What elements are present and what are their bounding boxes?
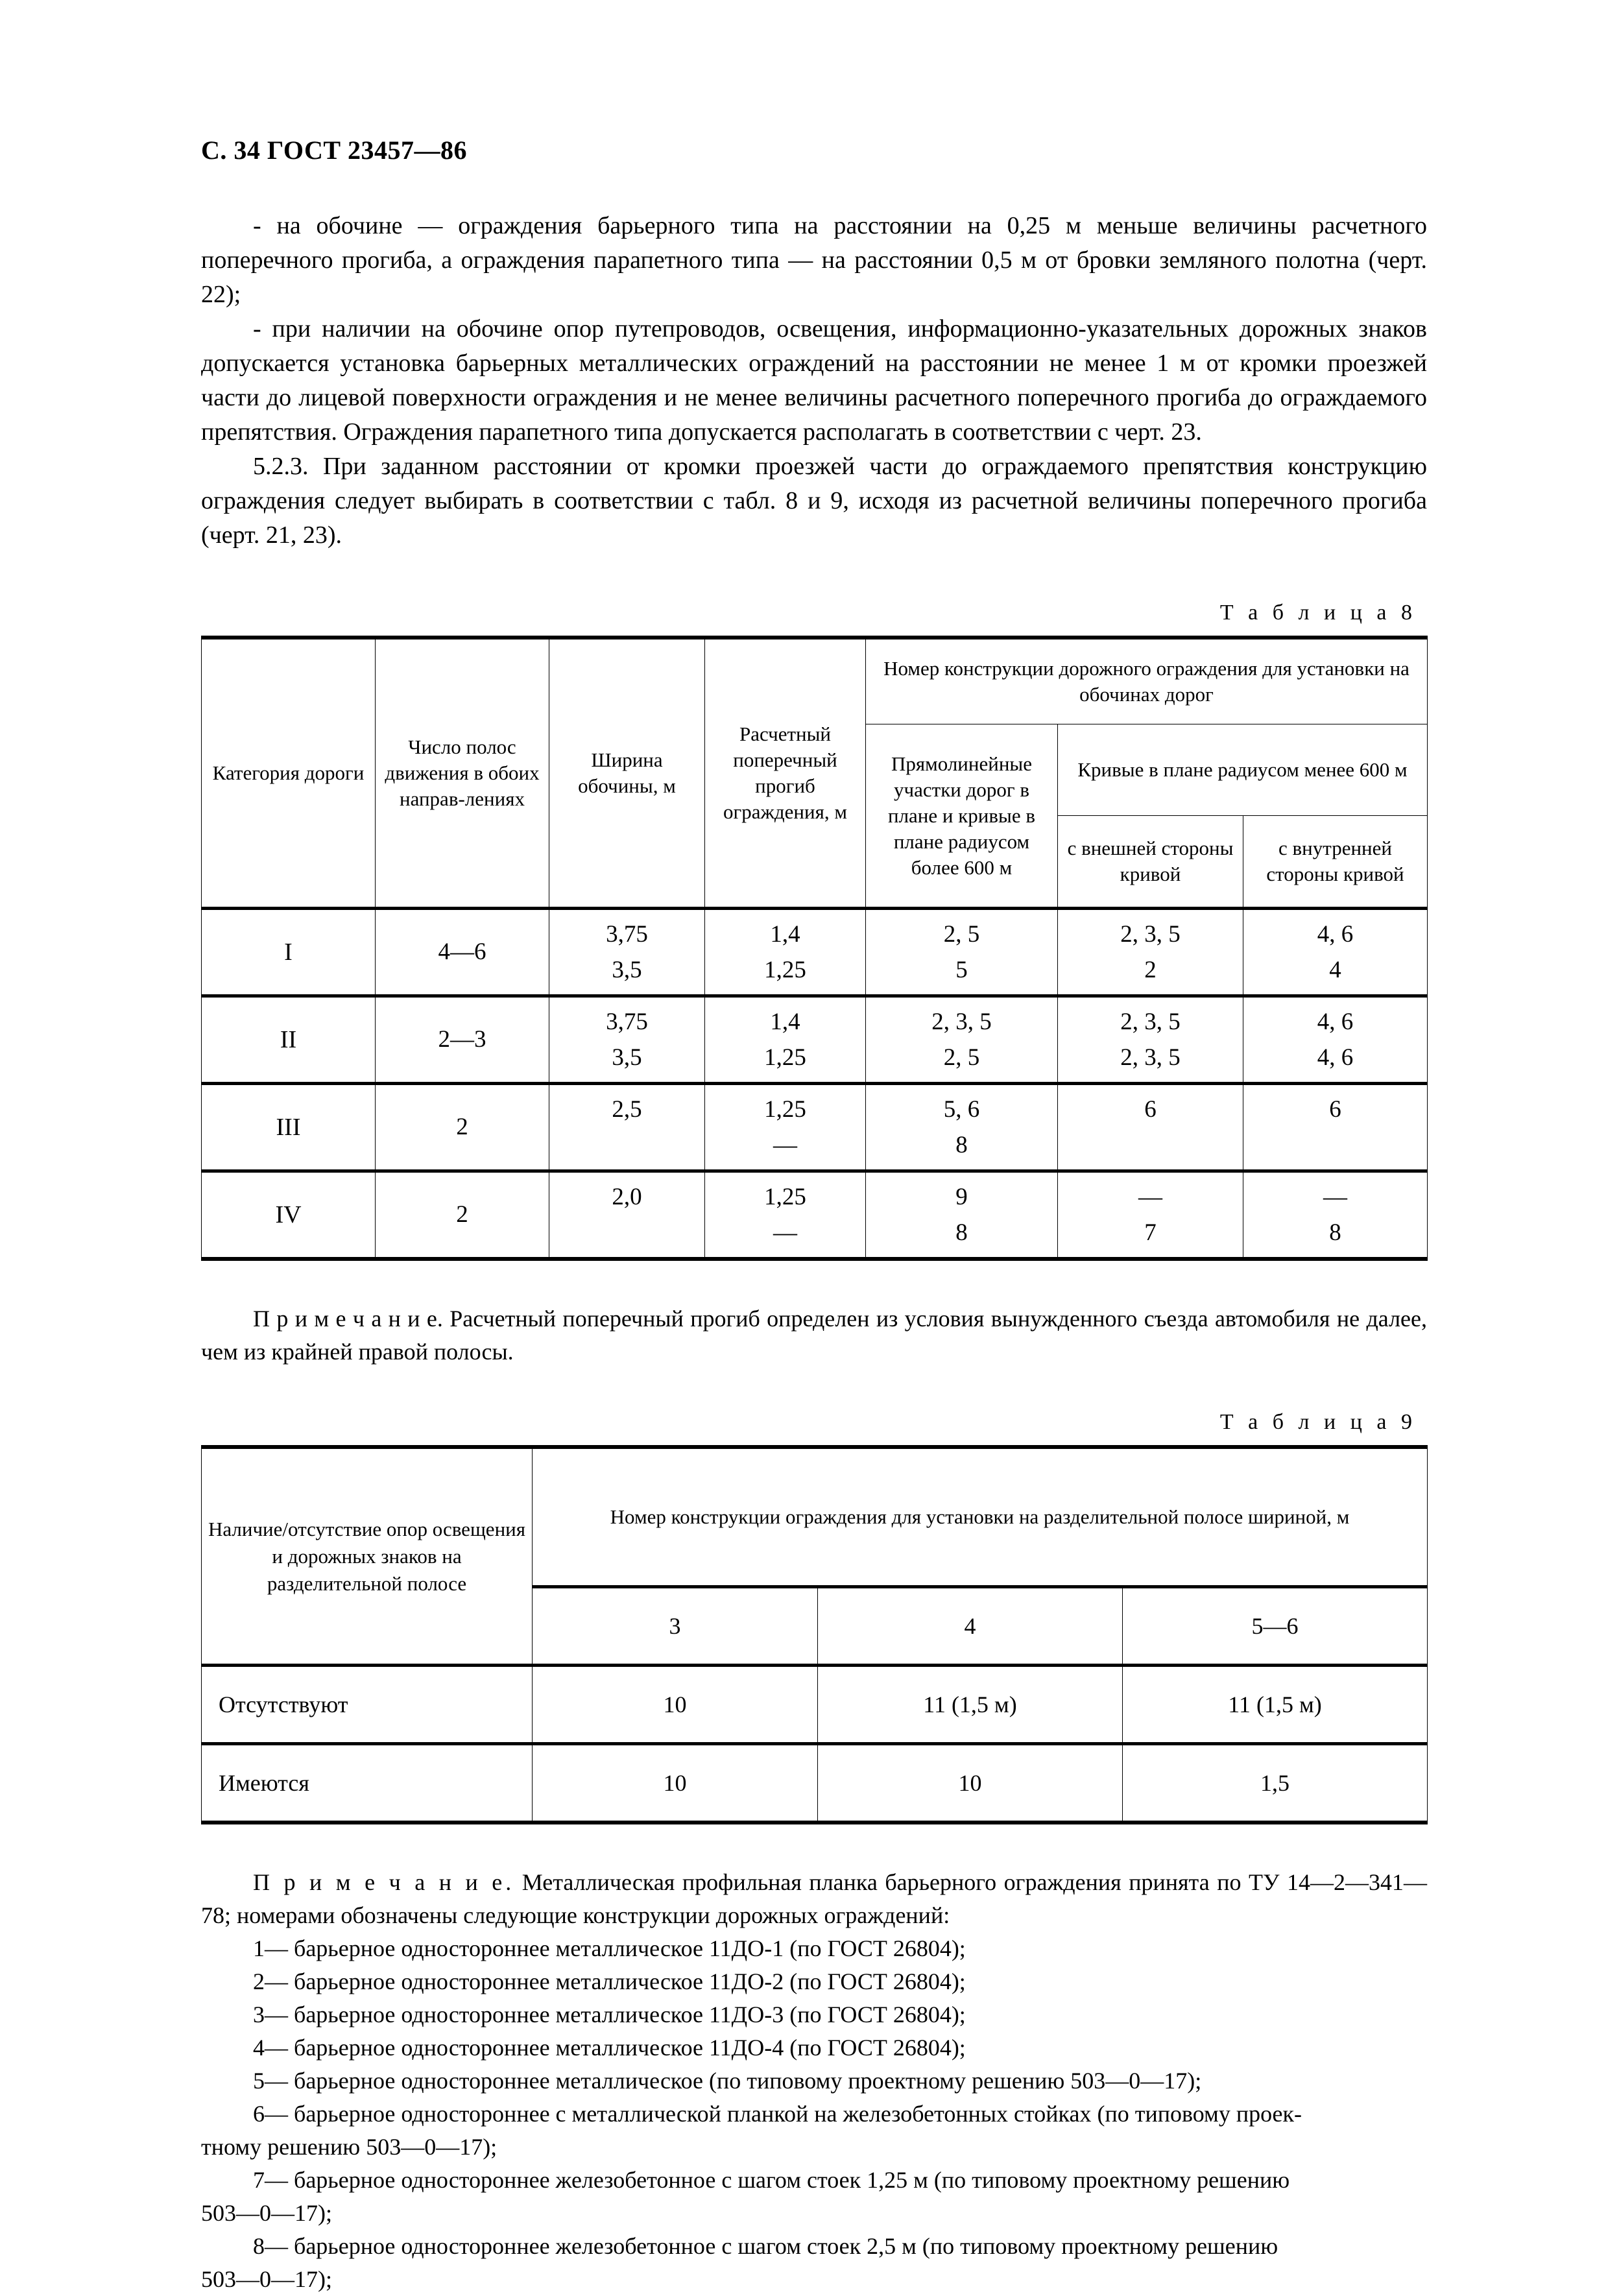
table9-r1-v0: 10 — [533, 1744, 818, 1823]
list-item-continuation: 503—0—17); — [201, 2200, 332, 2226]
value: 7 — [1144, 1219, 1157, 1246]
value: — — [773, 1132, 797, 1158]
table8-r3-straight — [866, 1171, 1058, 1260]
table8-header-row-1 — [202, 638, 1428, 724]
table8-header-curves: Кривые в плане радиусом менее 600 м — [1058, 724, 1428, 816]
table8-r3-outer — [1058, 1171, 1243, 1260]
value: 1,25 — [764, 957, 806, 983]
table8-r1-outer — [1058, 996, 1243, 1084]
value: — — [1138, 1184, 1162, 1210]
value: 3,5 — [612, 1044, 642, 1071]
table9-header-width-3: 3 — [533, 1587, 818, 1666]
table8-r3-inner — [1243, 1171, 1428, 1260]
list-item: 1— барьерное одностороннее металлическое 11ДО-1 (по ГОСТ 26804); — [253, 1935, 966, 1961]
value: 8 — [955, 1132, 968, 1158]
final-note-lead: П р и м е ч а н и е. — [253, 1869, 515, 1895]
list-item: 8— барьерное одностороннее железобетонное с шагом стоек 2,5 м (по типовому проектному решению — [253, 2233, 1278, 2259]
table8-r1-inner — [1243, 996, 1428, 1084]
value: 6 — [1144, 1096, 1157, 1123]
table8-r1-shoulder-width — [549, 996, 705, 1084]
table8-header-group-title: Номер конструкции дорожного ограждения для установки на обочинах дорог — [866, 638, 1428, 724]
value: 9 — [955, 1184, 968, 1210]
spacer — [201, 1261, 1427, 1302]
table9-r0-v1: 11 (1,5 м) — [818, 1666, 1123, 1744]
paragraph-shoulder-barrier: - на обочине — ограждения барьерного типа на расстоянии на 0,25 м меньше величины расчетного поперечного прогиба, а ограждения парапетного типа — на расстоянии 0,5 м от бровки земляного полотна (черт. 22); — [201, 212, 1427, 308]
value: 3,75 — [606, 921, 648, 948]
list-item: 2— барьерное одностороннее металлическое 11ДО-2 (по ГОСТ 26804); — [253, 1968, 966, 1994]
table-row — [202, 996, 1428, 1084]
value: 8 — [1329, 1219, 1341, 1246]
table-row — [202, 1744, 1428, 1823]
table8-header-lanes: Число полос движения в обоих направ-лениях — [376, 638, 549, 909]
value: 4, 6 — [1317, 1044, 1354, 1071]
table9-r1-v2: 1,5 — [1123, 1744, 1428, 1823]
table-row — [202, 1084, 1428, 1171]
value: 2, 3, 5 — [931, 1009, 992, 1035]
final-note-intro-text: Металлическая профильная планка барьерного ограждения принята по ТУ 14—2—341—78; номерами обозначены следующие конструкции дорожных ограждений: — [201, 1869, 1427, 1928]
value: 3,75 — [606, 1009, 648, 1035]
list-item: 3— барьерное одностороннее металлическое 11ДО-3 (по ГОСТ 26804); — [253, 2002, 966, 2027]
page-header: С. 34 ГОСТ 23457—86 — [201, 136, 468, 165]
table8-r0-category: I — [202, 909, 376, 996]
table9-r1-label: Имеются — [202, 1744, 533, 1823]
table9-r0-v2: 11 (1,5 м) — [1123, 1666, 1428, 1744]
table8-r2-deflection — [705, 1084, 866, 1171]
table8-r2-outer — [1058, 1084, 1243, 1171]
spacer — [201, 1824, 1427, 1866]
table8-r0-deflection — [705, 909, 866, 996]
spacer — [201, 1369, 1427, 1410]
table8-r1-deflection — [705, 996, 866, 1084]
table8-header-straight: Прямолинейные участки дорог в плане и кривые в плане радиусом более 600 м — [866, 724, 1058, 909]
table8-header-shoulder-width: Ширина обочины, м — [549, 638, 705, 909]
paragraph-supports: - при наличии на обочине опор путепроводов, освещения, информационно-указательных дорожных знаков допускается установка барьерных металлических ограждений на расстоянии не менее 1 м от кромки проезжей части до лицевой поверхности ограждения и не менее величины расчетного поперечного прогиба до ограждаемого препятствия. Ограждения парапетного типа допускается располагать в соответствии с черт. 23. — [201, 315, 1427, 446]
value — [1063, 1127, 1238, 1163]
value: 2, 3, 5 — [1120, 921, 1181, 948]
table9-r0-label: Отсутствуют — [202, 1666, 533, 1744]
table8-header-category: Категория дороги — [202, 638, 376, 909]
paragraph-clause-523: 5.2.3. При заданном расстоянии от кромки проезжей части до ограждаемого препятствия конструкцию ограждения следует выбирать в соответствии с табл. 8 и 9, исходя из расчетной величины поперечного прогиба (черт. 21, 23). — [201, 453, 1427, 549]
table9-header-group-title: Номер конструкции ограждения для установки на разделительной полосе шириной, м — [533, 1447, 1428, 1587]
value: — — [773, 1219, 797, 1246]
table9-header-width-5-6: 5—6 — [1123, 1587, 1428, 1666]
value: 2, 5 — [943, 1044, 980, 1071]
value: 4 — [1329, 957, 1341, 983]
final-note-intro — [201, 1866, 1427, 1932]
table9-header-row-1 — [202, 1447, 1428, 1587]
table8-header-deflection: Расчетный поперечный прогиб ограждения, м — [705, 638, 866, 909]
value: 6 — [1329, 1096, 1341, 1123]
list-item: 7— барьерное одностороннее железобетонное с шагом стоек 1,25 м (по типовому проектному решению — [253, 2167, 1290, 2193]
value: 5 — [955, 957, 968, 983]
table8-note: П р и м е ч а н и е. Расчетный поперечный прогиб определен из условия вынужденного съезда автомобиля не далее, чем из крайней правой полосы. — [201, 1306, 1427, 1365]
value: 1,25 — [764, 1184, 806, 1210]
value: 4, 6 — [1317, 1009, 1354, 1035]
table9-header-left: Наличие/отсутствие опор освещения и дорожных знаков на разделительной полосе — [202, 1447, 533, 1666]
table8-r3-lanes: 2 — [376, 1171, 549, 1260]
list-item-continuation: 503—0—17); — [201, 2266, 332, 2292]
table8-r1-category: II — [202, 996, 376, 1084]
value — [555, 1215, 699, 1250]
value: 3,5 — [612, 957, 642, 983]
value: 1,25 — [764, 1044, 806, 1071]
value: 5, 6 — [943, 1096, 980, 1123]
value: 1,4 — [770, 1009, 800, 1035]
body-text-block — [201, 209, 1427, 553]
value: 2, 3, 5 — [1120, 1044, 1181, 1071]
table8-r0-shoulder-width — [549, 909, 705, 996]
spacer — [201, 559, 1427, 601]
table9-caption: Т а б л и ц а 9 — [1219, 1410, 1417, 1434]
table8-header-outer-side: с внешней стороны кривой — [1058, 816, 1243, 909]
list-item-continuation: тному решению 503—0—17); — [201, 2134, 498, 2160]
value: 2,5 — [612, 1096, 642, 1123]
table-8 — [201, 636, 1428, 1261]
list-item: 5— барьерное одностороннее металлическое (по типовому проектному решению 503—0—17); — [253, 2068, 1202, 2094]
table8-r2-lanes: 2 — [376, 1084, 549, 1171]
table9-header-width-4: 4 — [818, 1587, 1123, 1666]
value: 2, 5 — [943, 921, 980, 948]
table8-header-inner-side: с внутренней стороны кривой — [1243, 816, 1428, 909]
value — [1249, 1127, 1422, 1163]
list-item: 4— барьерное одностороннее металлическое 11ДО-4 (по ГОСТ 26804); — [253, 2035, 966, 2061]
table8-r2-inner — [1243, 1084, 1428, 1171]
table8-r3-deflection — [705, 1171, 866, 1260]
table8-r0-outer — [1058, 909, 1243, 996]
table9-r1-v1: 10 — [818, 1744, 1123, 1823]
table8-r2-shoulder-width — [549, 1084, 705, 1171]
table8-caption: Т а б л и ц а 8 — [1219, 601, 1417, 625]
value — [555, 1127, 699, 1163]
table8-r2-straight — [866, 1084, 1058, 1171]
value: 4, 6 — [1317, 921, 1354, 948]
value: — — [1323, 1184, 1348, 1210]
value: 2 — [1144, 957, 1157, 983]
value: 1,4 — [770, 921, 800, 948]
value: 2,0 — [612, 1184, 642, 1210]
table8-r0-inner — [1243, 909, 1428, 996]
table8-r3-shoulder-width — [549, 1171, 705, 1260]
table8-r2-category: III — [202, 1084, 376, 1171]
table8-r1-lanes: 2—3 — [376, 996, 549, 1084]
list-item: 6— барьерное одностороннее с металлической планкой на железобетонных стойках (по типовому проек- — [253, 2101, 1302, 2127]
value: 8 — [955, 1219, 968, 1246]
table-row — [202, 1171, 1428, 1260]
table8-r1-straight — [866, 996, 1058, 1084]
value: 1,25 — [764, 1096, 806, 1123]
table8-r0-straight — [866, 909, 1058, 996]
table8-r0-lanes: 4—6 — [376, 909, 549, 996]
value: 2, 3, 5 — [1120, 1009, 1181, 1035]
table-9 — [201, 1445, 1428, 1824]
page-content — [201, 136, 1427, 2296]
table-row — [202, 1666, 1428, 1744]
table-row — [202, 909, 1428, 996]
table8-r3-category: IV — [202, 1171, 376, 1260]
table9-r0-v0: 10 — [533, 1666, 818, 1744]
